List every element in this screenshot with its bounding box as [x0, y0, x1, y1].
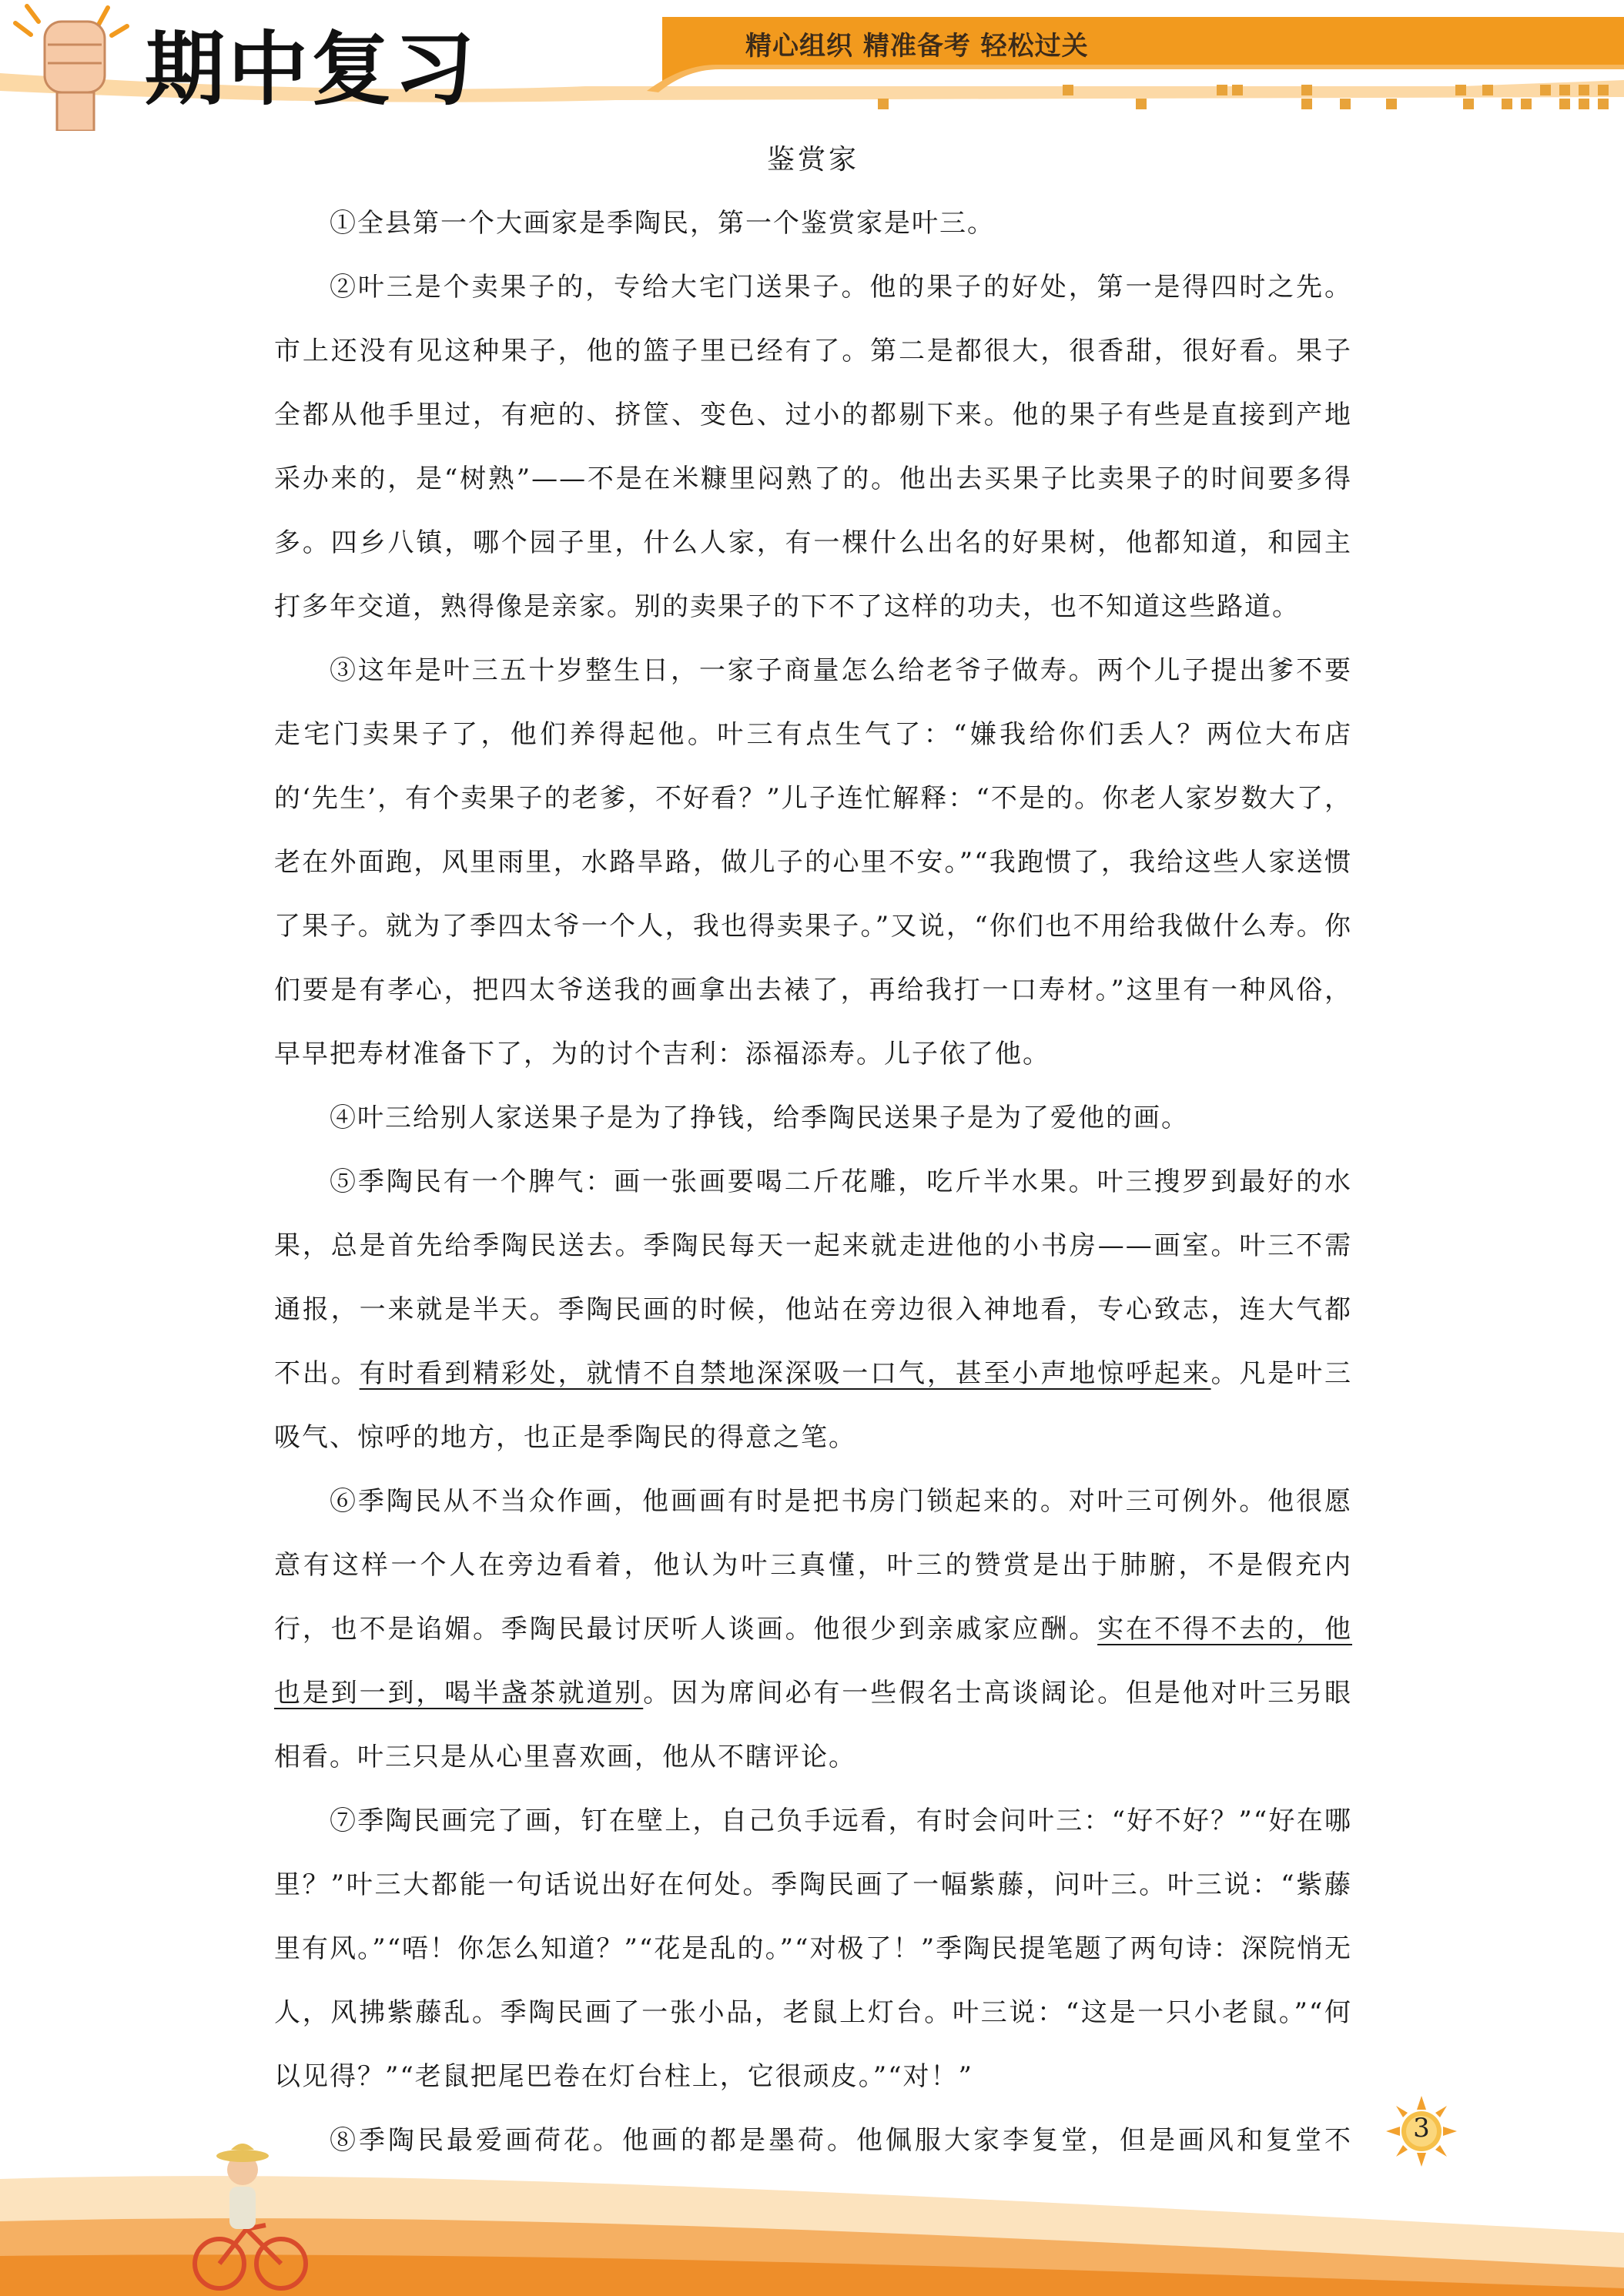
- page-footer: [0, 2079, 1624, 2296]
- paragraph-4: ④叶三给别人家送果子是为了挣钱，给季陶民送果子是为了爱他的画。: [330, 1103, 1189, 1133]
- paragraph-1: ①全县第一个大画家是季陶民，第一个鉴赏家是叶三。: [330, 208, 995, 239]
- article: [274, 128, 1352, 2237]
- header-title: 期中复习: [145, 22, 478, 116]
- page-number: 3: [1413, 2113, 1430, 2144]
- article-title: 鉴赏家: [766, 144, 859, 176]
- paragraph-6-text-b: 。因为席间必有一些假名士高谈阔论。但是他对叶三另眼相看。叶三只是从心里喜欢画，他从不瞎评论。: [274, 1678, 1353, 1772]
- paragraph-2: ②叶三是个卖果子的，专给大宅门送果子。他的果子的好处，第一是得四时之先。市上还没有见这种果子，他的篮子里已经有了。第二是都很大，很香甜，很好看。果子全都从他手里过，有疤的、挤筐、变色、过小的都剔下来。他的果子有些是直接到产地采办来的，是“树熟”——不是在米糠里闷熟了的。他出去买果子比卖果子的时间要多得多。四乡八镇，哪个园子里，什么人家，有一棵什么出名的好果树，他都知道，和园主打多年交道，熟得像是亲家。别的卖果子的下不了这样的功夫，也不知道这些路道。: [274, 272, 1352, 622]
- header-slogan: 精心组织 精准备考 轻松过关: [745, 31, 1089, 62]
- page-header: [0, 0, 1624, 131]
- paragraph-5-text-b: 。凡是叶三吸气、惊呼的地方，也正是季陶民的得意之笔。: [274, 1358, 1353, 1453]
- paragraph-6-text-a: ⑥季陶民从不当众作画，他画画有时是把书房门锁起来的。对叶三可例外。他很愿意有这样一个人在旁边看着，他认为叶三真懂，叶三的赞赏是出于肺腑，不是假充内行，也不是谄媚。季陶民最讨厌听人谈画。他很少到亲戚家应酬。: [274, 1486, 1352, 1645]
- paragraph-6: [274, 1470, 1352, 1789]
- footer-decoration: [0, 2079, 1624, 2296]
- paragraph-6-underlined-sentence: 实在不得不去的，他也是到一到，喝半盏茶就道别: [274, 1614, 1353, 1709]
- paragraph-5-underlined-sentence: 有时看到精彩处，就情不自禁地深深吸一口气，甚至小声地惊呼起来: [359, 1358, 1211, 1389]
- paragraph-7: ⑦季陶民画完了画，钉在壁上，自己负手远看，有时会问叶三：“好不好？”“好在哪里？”叶三大都能一句话说出好在何处。季陶民画了一幅紫藤，问叶三。叶三说：“紫藤里有风。”“唔！你怎么知道？”“花是乱的。”“对极了！”季陶民提笔题了两句诗：深院悄无人，风拂紫藤乱。季陶民画了一张小品，老鼠上灯台。叶三说：“这是一只小老鼠。”“何以见得？”“老鼠把尾巴卷在灯台柱上，它很顽皮。”“对！”: [274, 1806, 1352, 2092]
- raised-fist-icon: [15, 6, 127, 131]
- paragraph-5-text-a: ⑤季陶民有一个脾气：画一张画要喝二斤花雕，吃斤半水果。叶三搜罗到最好的水果，总是首先给季陶民送去。季陶民每天一起来就走进他的小书房——画室。叶三不需通报，一来就是半天。季陶民画的时候，他站在旁边很入神地看，专心致志，连大气都不出。: [274, 1166, 1352, 1389]
- paragraph-5: [274, 1150, 1352, 1470]
- paragraph-3: ③这年是叶三五十岁整生日，一家子商量怎么给老爷子做寿。两个儿子提出爹不要走宅门卖果子了，他们养得起他。叶三有点生气了：“嫌我给你们丢人？两位大布店的‘先生’，有个卖果子的老爹，不好看？”儿子连忙解释：“不是的。你老人家岁数大了，老在外面跑，风里雨里，水路旱路，做儿子的心里不安。”“我跑惯了，我给这些人家送惯了果子。就为了季四太爷一个人，我也得卖果子。”又说，“你们也不用给我做什么寿。你们要是有孝心，把四太爷送我的画拿出去裱了，再给我打一口寿材。”这里有一种风俗，早早把寿材准备下了，为的讨个吉利：添福添寿。儿子依了他。: [274, 655, 1352, 1069]
- paragraph-8: ⑧季陶民最爱画荷花。他画的都是墨荷。他佩服大家李复堂，但是画风和复堂不: [330, 2125, 1352, 2156]
